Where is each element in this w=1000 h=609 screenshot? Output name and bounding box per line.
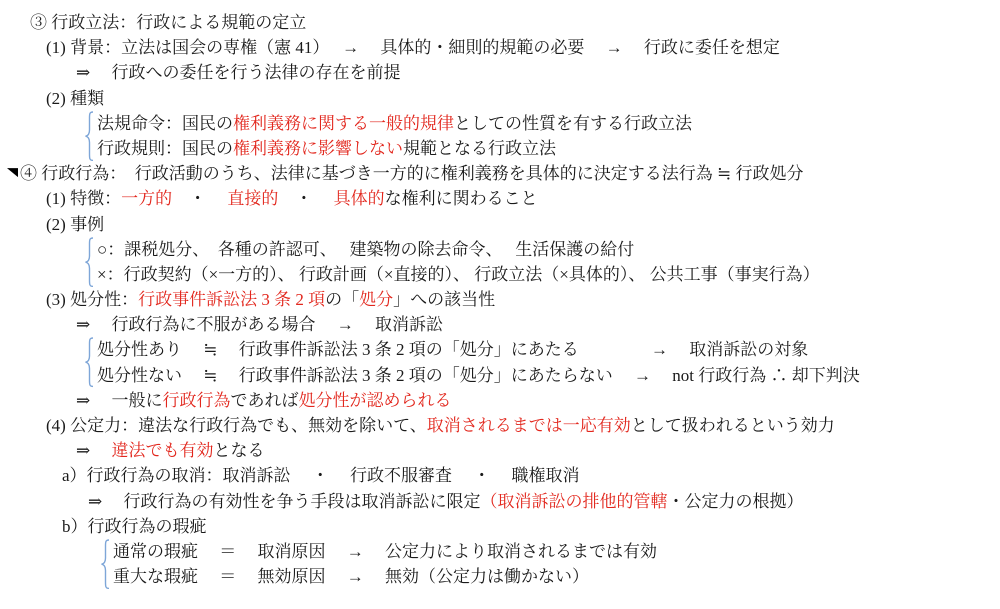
braced-line-group	[0, 337, 1000, 387]
left-brace-icon	[100, 539, 110, 589]
text-segment: 一方的	[121, 189, 173, 209]
braced-line-group	[0, 539, 1000, 589]
text-segment: 処分	[359, 290, 394, 310]
text-segment: 処分性あり ≒ 行政事件訴訟法 3 条 2 項の「処分」にあたる → 取消訴訟の対象	[97, 340, 809, 360]
text-segment: ③ 行政立法：行政による規範の定立	[30, 13, 307, 32]
left-brace-icon	[84, 337, 94, 387]
text-line	[97, 337, 1000, 362]
text-segment: 規範となる行政立法	[403, 138, 556, 158]
text-segment: 処分性ない ≒ 行政事件訴訟法 3 条 2 項の「処分」にあたらない → not 行政行為 ∴ 却下判決	[97, 365, 860, 385]
text-line	[97, 262, 1000, 287]
text-segment: ×：行政契約（×一方的）、 行政計画（×直接的）、 行政立法（×具体的）、 公共工事（事実行為）	[97, 264, 820, 284]
text-segment: (1) 背景：立法は国会の専権（憲 41） → 具体的・細則的規範の必要 → 行政に委任を想定	[46, 38, 780, 58]
text-line	[97, 111, 1000, 136]
text-segment: であれば	[230, 390, 299, 410]
text-line	[0, 413, 1000, 438]
text-line	[0, 388, 1000, 413]
text-line	[0, 10, 1000, 35]
text-segment: b）行政行為の瑕疵	[62, 516, 207, 536]
text-line	[0, 86, 1000, 111]
text-line	[97, 237, 1000, 262]
text-line	[0, 35, 1000, 60]
text-line	[97, 136, 1000, 161]
text-segment: となる	[213, 441, 265, 461]
text-segment: a）行政行為の取消：取消訴訟 ・ 行政不服審査 ・ 職権取消	[62, 466, 580, 486]
text-segment: （取消訴訟の排他的管轄	[480, 491, 668, 511]
text-segment: 直接的	[227, 189, 279, 209]
left-brace-icon	[84, 237, 94, 287]
text-segment: ・	[278, 189, 334, 209]
text-segment: 通常の瑕疵 ＝ 取消原因 → 公定力により取消されるまでは有効	[113, 541, 657, 561]
text-segment: としての性質を有する行政立法	[454, 113, 692, 133]
text-line	[0, 312, 1000, 337]
text-segment: (3) 処分性：	[46, 290, 139, 310]
text-segment: 取消されるまでは一応有効	[426, 416, 631, 436]
text-line	[0, 463, 1000, 488]
text-line	[0, 514, 1000, 539]
text-segment: な権利に関わること	[384, 189, 538, 209]
text-segment: ・公定力の根拠）	[667, 491, 804, 511]
text-segment: (2) 種類	[46, 88, 105, 108]
text-line	[0, 438, 1000, 463]
text-segment: (4) 公定力：違法な行政行為でも、無効を除いて、	[46, 416, 427, 436]
text-segment: 行政事件訴訟法 3 条 2 項	[138, 290, 326, 310]
text-segment: (1) 特徴：	[46, 189, 122, 209]
text-segment: ⇒ 行政への委任を行う法律の存在を前提	[76, 63, 401, 83]
text-segment: ⇒ 一般に	[76, 390, 163, 410]
text-line	[0, 186, 1000, 211]
text-segment: 処分性が認められる	[298, 390, 452, 410]
text-segment: 重大な瑕疵 ＝ 無効原因 → 無効（公定力は働かない）	[113, 567, 589, 587]
text-line	[113, 539, 1000, 564]
text-line	[113, 564, 1000, 589]
text-segment: (2) 事例	[46, 214, 105, 234]
text-segment: ④ 行政行為： 行政活動のうち、法律に基づき一方的に権利義務を具体的に決定する法行為 ≒ 行政処分	[20, 164, 804, 184]
text-segment: 権利義務に関する一般的規律	[233, 113, 454, 133]
text-segment: として扱われるという効力	[630, 416, 835, 436]
text-segment: 行政規則：国民の	[97, 138, 233, 158]
text-line	[0, 161, 1000, 186]
braced-line-group	[0, 111, 1000, 161]
text-segment: ○：課税処分、 各種の許認可、 建築物の除去命令、 生活保護の給付	[97, 239, 635, 259]
text-segment: 」への該当性	[393, 290, 496, 310]
text-line	[0, 489, 1000, 514]
text-line	[0, 60, 1000, 85]
text-line	[0, 287, 1000, 312]
text-line	[97, 363, 1000, 388]
text-segment: 法規命令：国民の	[97, 113, 233, 133]
collapse-triangle-icon	[7, 168, 18, 177]
text-segment: 権利義務に影響しない	[233, 138, 403, 158]
left-brace-icon	[84, 111, 94, 161]
text-segment: ・	[172, 189, 228, 209]
text-segment: 行政行為	[162, 390, 231, 410]
text-line	[0, 212, 1000, 237]
text-segment: の「	[325, 290, 360, 310]
text-segment: 違法でも有効	[111, 441, 214, 461]
text-segment: ⇒ 行政行為の有効性を争う手段は取消訴訟に限定	[88, 491, 481, 511]
text-segment: ⇒	[76, 441, 112, 461]
braced-line-group	[0, 237, 1000, 287]
text-segment: 具体的	[333, 189, 385, 209]
text-segment: ⇒ 行政行為に不服がある場合 → 取消訴訟	[76, 315, 443, 335]
